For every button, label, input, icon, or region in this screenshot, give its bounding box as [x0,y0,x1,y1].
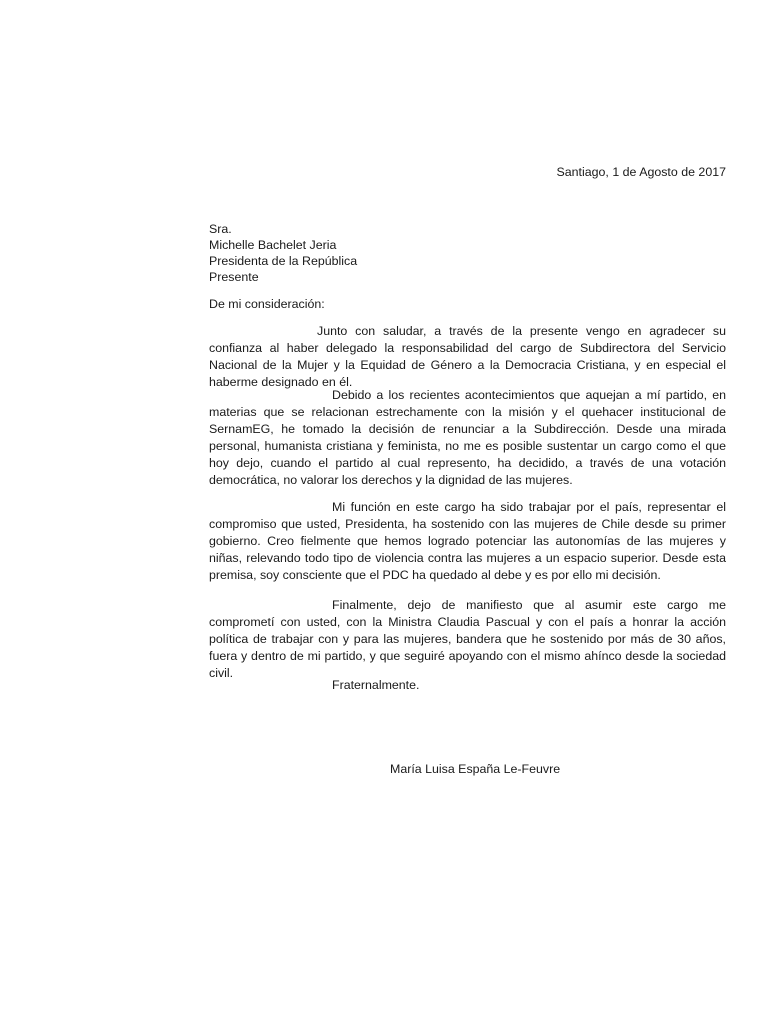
body-paragraph-1: Junto con saludar, a través de la presente vengo en agradecer su confianza al haber delegado la responsabilidad del cargo de Subdirectora del Servicio Nacional de la Mujer y la Equidad de Género a la Democracia Cristiana, y en especial el haberme designado en él. [209,324,726,389]
addressee-name: Michelle Bachelet Jeria [209,238,337,252]
addressee-position: Presidenta de la República [209,254,358,268]
salutation: De mi consideración: [209,297,325,311]
body-paragraph-2: Debido a los recientes acontecimientos que aquejan a mí partido, en materias que se relacionan estrechamente con la misión y el quehacer institucional de SernamEG, he tomado la decisión de renunciar a la Subdirección. Desde una mirada personal, humanista cristiana y feminista, no me es posible sustentar un cargo como el que hoy dejo, cuando el partido al cual represento, ha decidido, a través de una votación democrática, no valorar los derechos y la dignidad de las mujeres. [209,388,726,487]
addressee-present: Presente [209,270,259,284]
closing: Fraternalmente. [332,678,420,692]
letter-date: Santiago, 1 de Agosto de 2017 [556,165,726,179]
signature-name: María Luisa España Le-Feuvre [390,762,561,776]
addressee-block [209,221,357,285]
body-paragraph-4: Finalmente, dejo de manifiesto que al asumir este cargo me comprometí con usted, con la Ministra Claudia Pascual y con el país a honrar la acción política de trabajar con y para las mujeres, bandera que he sostenido por más de 30 años, fuera y dentro de mi partido, y que seguiré apoyando con el mismo ahínco desde la sociedad civil. [209,598,726,680]
body-paragraph-3: Mi función en este cargo ha sido trabajar por el país, representar el compromiso que usted, Presidenta, ha sostenido con las mujeres de Chile desde su primer gobierno. Creo fielmente que hemos logrado potenciar las autonomías de las mujeres y niñas, relevando todo tipo de violencia contra las mujeres a un espacio superior. Desde esta premisa, soy consciente que el PDC ha quedado al debe y es por ello mi decisión. [209,500,726,582]
addressee-title: Sra. [209,222,232,236]
